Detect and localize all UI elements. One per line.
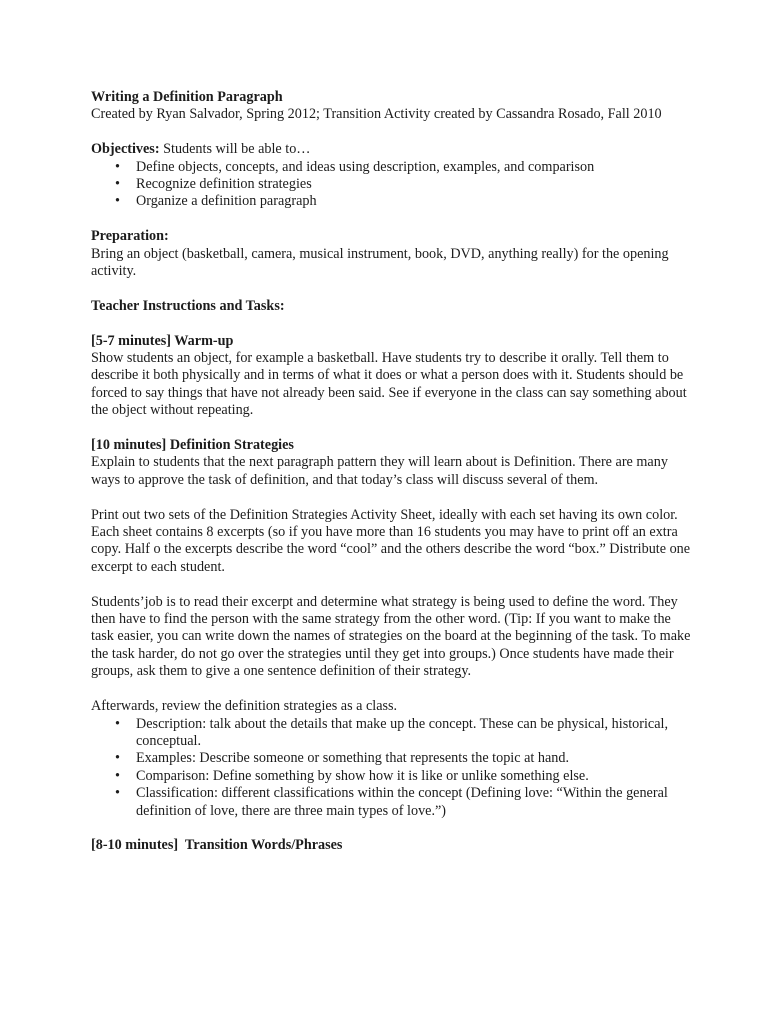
document-title: Writing a Definition Paragraph	[91, 89, 283, 105]
objectives-label: Objectives:	[91, 141, 160, 158]
preparation-heading: Preparation:	[91, 228, 169, 245]
objective-item: • Organize a definition paragraph	[91, 193, 691, 210]
teacher-instructions-heading: Teacher Instructions and Tasks:	[91, 297, 285, 314]
objective-item: • Recognize definition strategies	[91, 176, 691, 193]
objectives-list	[91, 159, 691, 211]
spacer	[91, 420, 691, 437]
objectives-intro: Students will be able to…	[159, 141, 311, 158]
strategies-heading: [10 minutes] Definition Strategies	[91, 437, 294, 454]
strategies-paragraph-2: Print out two sets of the Definition Strategies Activity Sheet, ideally with each set having its own color. Each sheet contains 8 excerpts (so if you have more than 16 students you may have to print off an extra copy. Half o the excerpts describe the word “cool” and the others describe the word “box.” Distribute one excerpt to each student.	[91, 506, 691, 575]
spacer	[91, 576, 691, 593]
spacer	[91, 211, 691, 228]
objectives-line	[91, 141, 691, 158]
warmup-text: Show students an object, for example a basketball. Have students try to describe it orally. Tell them to describe it both physically and in terms of what it does or what a person does with it. Students should be forced to say things that have not already been said. See if everyone in the class can say something about the object without repeating.	[91, 350, 687, 419]
transition-heading: [8-10 minutes] Transition Words/Phrases	[91, 837, 343, 854]
spacer	[91, 820, 691, 837]
warmup-heading: [5-7 minutes] Warm-up	[91, 332, 234, 349]
strategies-list	[91, 716, 691, 820]
strategies-paragraph-4: Afterwards, review the definition strategies as a class.	[91, 698, 398, 715]
objective-item: • Define objects, concepts, and ideas using description, examples, and comparison	[91, 159, 691, 176]
credits-line: Created by Ryan Salvador, Spring 2012; Transition Activity created by Cassandra Rosado, Fall 2010	[91, 106, 662, 123]
strategy-item: • Comparison: Define something by show how it is like or unlike something else.	[91, 768, 691, 785]
preparation-text: Bring an object (basketball, camera, musical instrument, book, DVD, anything really) for the opening activity.	[91, 245, 669, 280]
document-page	[91, 89, 691, 855]
strategy-item: • Examples: Describe someone or something that represents the topic at hand.	[91, 750, 691, 767]
strategies-paragraph-1: Explain to students that the next paragraph pattern they will learn about is Definition. There are many ways to approve the task of definition, and that today’s class will discuss several of them.	[91, 454, 668, 488]
strategy-item: • Classification: different classifications within the concept (Defining love: “Within the general definition of love, there are three main types of love.”)	[91, 785, 691, 820]
strategy-item: • Description: talk about the details that make up the concept. These can be physical, historical, conceptual.	[91, 716, 691, 751]
spacer	[91, 315, 691, 332]
spacer	[91, 489, 691, 506]
strategies-paragraph-3: Students’job is to read their excerpt and determine what strategy is being used to define the word. They then have to find the person with the same strategy from the other word. (Tip: If you want to make the task easier, you can write down the names of strategies on the board at the beginning of the task. To make the task harder, do not go over the strategies until they get into groups.) Once students have made their groups, ask them to give a one sentence definition of their strategy.	[91, 593, 691, 680]
spacer	[91, 280, 691, 297]
spacer	[91, 681, 691, 698]
spacer	[91, 124, 691, 141]
